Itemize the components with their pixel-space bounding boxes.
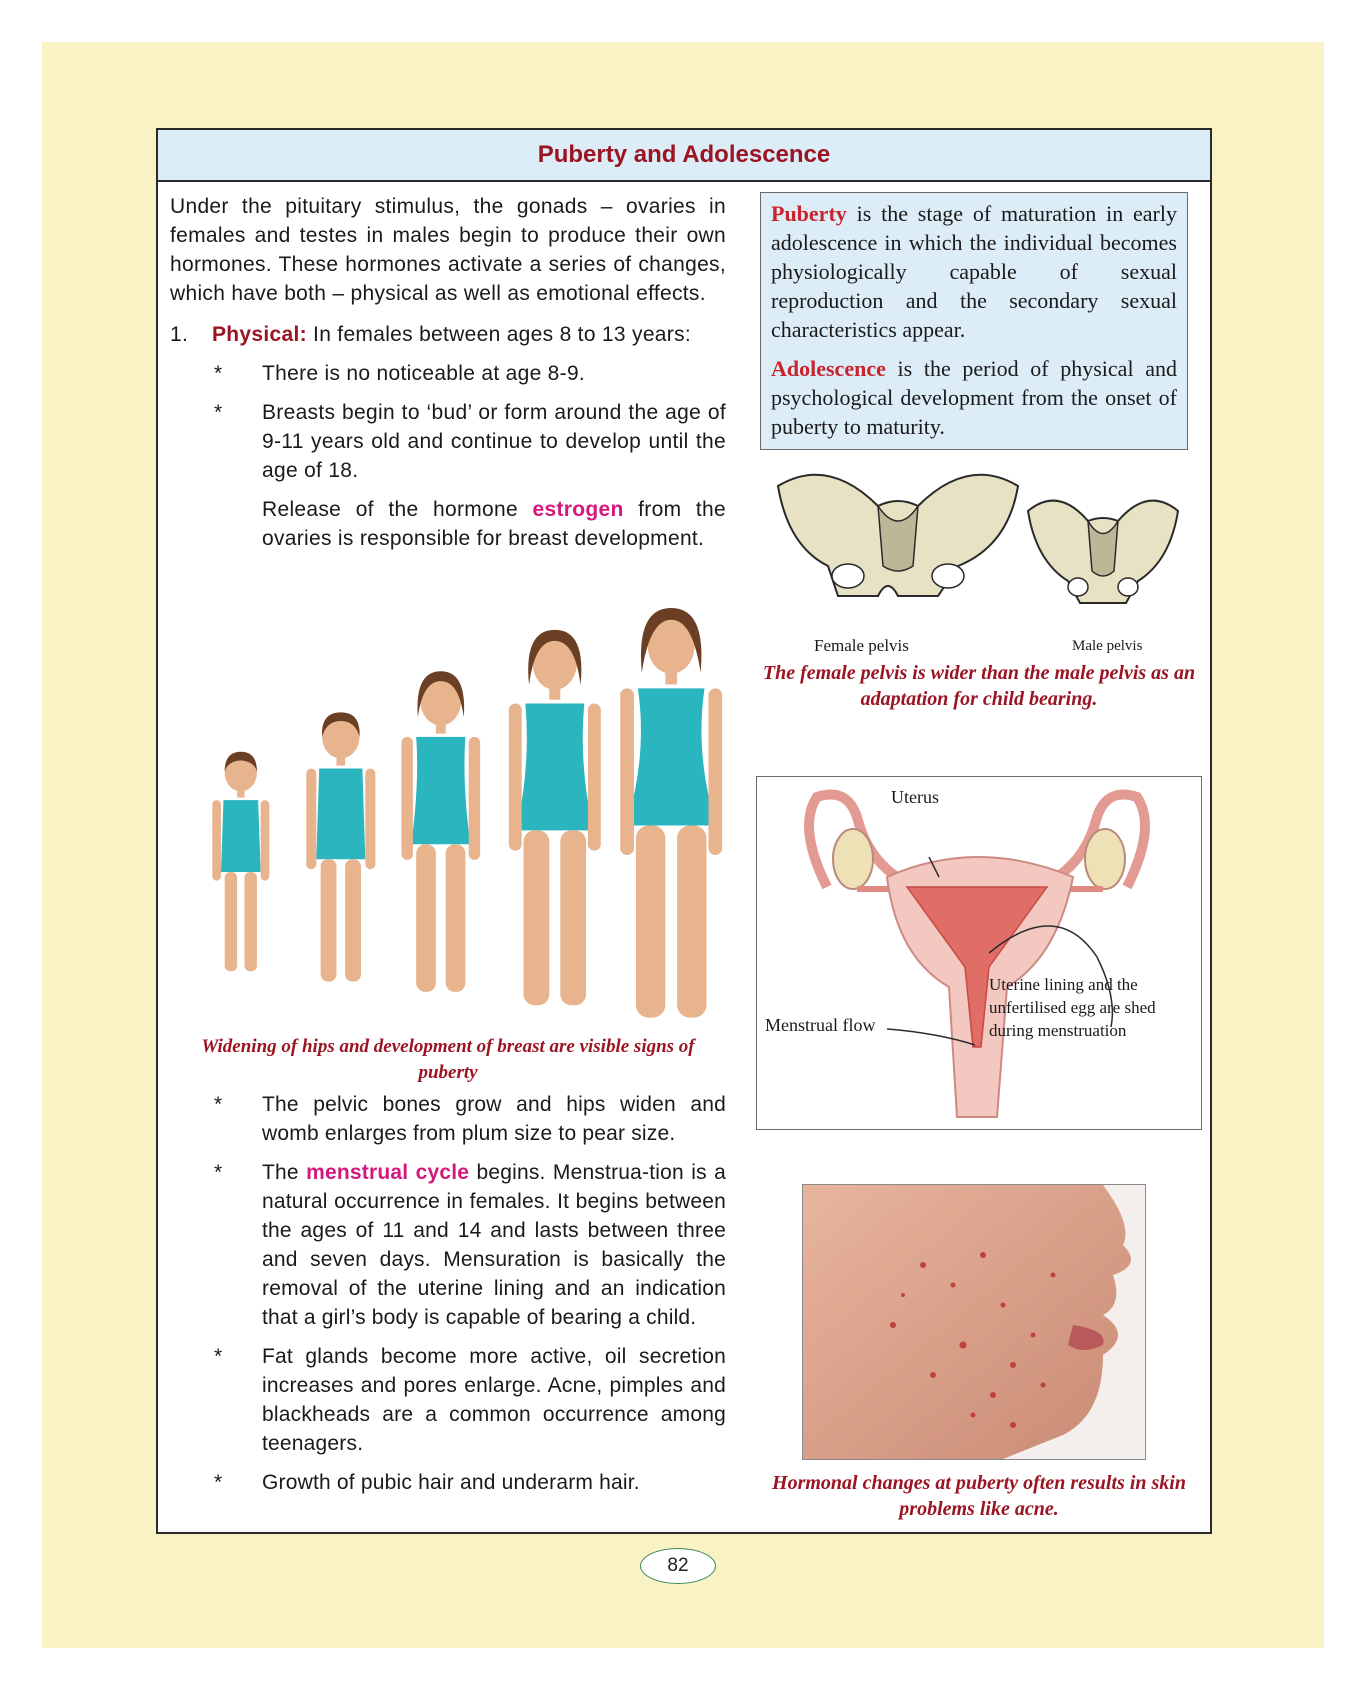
- menstrual-flow-label: Menstrual flow: [765, 1015, 876, 1035]
- definition-box: [760, 192, 1188, 450]
- estrogen-text-before: Release of the hormone: [262, 498, 533, 521]
- adolescence-definition: [771, 354, 1177, 441]
- acne-photo: [802, 1184, 1146, 1460]
- menstrual-text-after: begins. Menstrua-tion is a natural occurrence in females. It begins between the ages of 11 and 14 and lasts between three and seven days. Mensuration is basically the removal of the uterine lining and an indication that a girl’s body is capable of bearing a child.: [262, 1161, 726, 1329]
- bullet-item: [170, 1342, 726, 1458]
- acne-caption: Hormonal changes at puberty often results in skin problems like acne.: [772, 1472, 1186, 1520]
- physical-heading: [170, 320, 726, 349]
- girl-figure-5: [620, 608, 722, 1018]
- puberty-definition: [771, 199, 1177, 344]
- bullet-star: *: [214, 1345, 223, 1368]
- adolescence-term: Adolescence: [771, 356, 886, 381]
- bullet-item: [170, 398, 726, 485]
- bullet-star: *: [214, 1471, 223, 1494]
- uterus-drawing: [757, 777, 1201, 1129]
- bullet-item: [170, 359, 726, 388]
- puberty-text: is the stage of maturation in early adolescence in which the individual becomes physiologically capable of sexual reproduction and the secondary sexual characteristics appear.: [771, 201, 1177, 342]
- pelvis-illustration: [768, 466, 1188, 606]
- lining-label-line: Uterine lining and the: [989, 975, 1138, 994]
- bullet-text: Breasts begin to ‘bud’ or form around the age of 9-11 years old and continue to develop until the age of 18.: [262, 401, 726, 482]
- adolescence-text: is the period of physical and psychological development from the onset of puberty to maturity.: [771, 356, 1177, 439]
- uterus-label: Uterus: [891, 787, 939, 807]
- list-number: 1.: [170, 323, 189, 346]
- estrogen-paragraph: [170, 495, 726, 553]
- left-column-top: [170, 192, 726, 553]
- girl-figure-2: [306, 712, 375, 981]
- female-pelvis-image: [778, 475, 1018, 596]
- page-number: 82: [640, 1548, 716, 1584]
- puberty-term: Puberty: [771, 201, 847, 226]
- bullet-text: [262, 1158, 726, 1332]
- acne-face-image: [803, 1185, 1145, 1459]
- menstrual-cycle-highlight: menstrual cycle: [306, 1161, 470, 1184]
- lining-label-line: during menstruation: [989, 1021, 1127, 1040]
- bullet-star: *: [214, 362, 223, 385]
- girls-growth-illustration: [172, 608, 728, 1048]
- menstrual-text-before: The: [262, 1161, 307, 1184]
- girl-figure-3: [401, 671, 480, 992]
- estrogen-text-after: from the ovaries is responsible for breast development.: [262, 498, 727, 550]
- female-pelvis-label: Female pelvis: [814, 636, 909, 655]
- physical-desc: In females between ages 8 to 13 years:: [306, 323, 692, 346]
- bullet-item: [170, 1468, 726, 1497]
- bullet-text: There is no noticeable at age 8-9.: [262, 362, 586, 385]
- bullet-item: [170, 1158, 726, 1332]
- physical-label: Physical:: [212, 323, 307, 346]
- physical-text: [212, 320, 726, 349]
- intro-paragraph: Under the pituitary stimulus, the gonads – ovaries in females and testes in males begin to produce their own hormones. These hormones activate a series of changes, which have both – physical as well as emotional effects.: [170, 195, 726, 305]
- pelvis-caption: The female pelvis is wider than the male pelvis as an adaptation for child bearing.: [762, 662, 1196, 710]
- bullet-star: *: [214, 401, 223, 424]
- page-title: Puberty and Adolescence: [158, 130, 1210, 182]
- bullet-item: [170, 1090, 726, 1148]
- bullet-star: *: [214, 1093, 223, 1116]
- bullet-text: The pelvic bones grow and hips widen and womb enlarges from plum size to pear size.: [262, 1093, 726, 1145]
- lining-label-line: unfertilised egg are shed: [989, 998, 1156, 1017]
- left-column-bottom: [170, 1090, 726, 1497]
- content-frame: [156, 128, 1212, 1534]
- male-pelvis-image: [1028, 501, 1178, 603]
- girl-figure-4: [509, 630, 601, 1005]
- girl-figure-1: [212, 752, 269, 971]
- bullet-text: Fat glands become more active, oil secretion increases and pores enlarge. Acne, pimples and blackheads are a common occurrence among teenagers.: [262, 1345, 726, 1455]
- uterine-lining-label: [989, 973, 1156, 1042]
- bullet-text: Growth of pubic hair and underarm hair.: [262, 1471, 640, 1494]
- estrogen-highlight: estrogen: [532, 498, 624, 521]
- bullet-star: *: [214, 1161, 223, 1184]
- uterus-diagram: [756, 776, 1202, 1130]
- girls-figure-caption: Widening of hips and development of breast are visible signs of puberty: [201, 1036, 695, 1083]
- male-pelvis-label: Male pelvis: [1072, 638, 1143, 654]
